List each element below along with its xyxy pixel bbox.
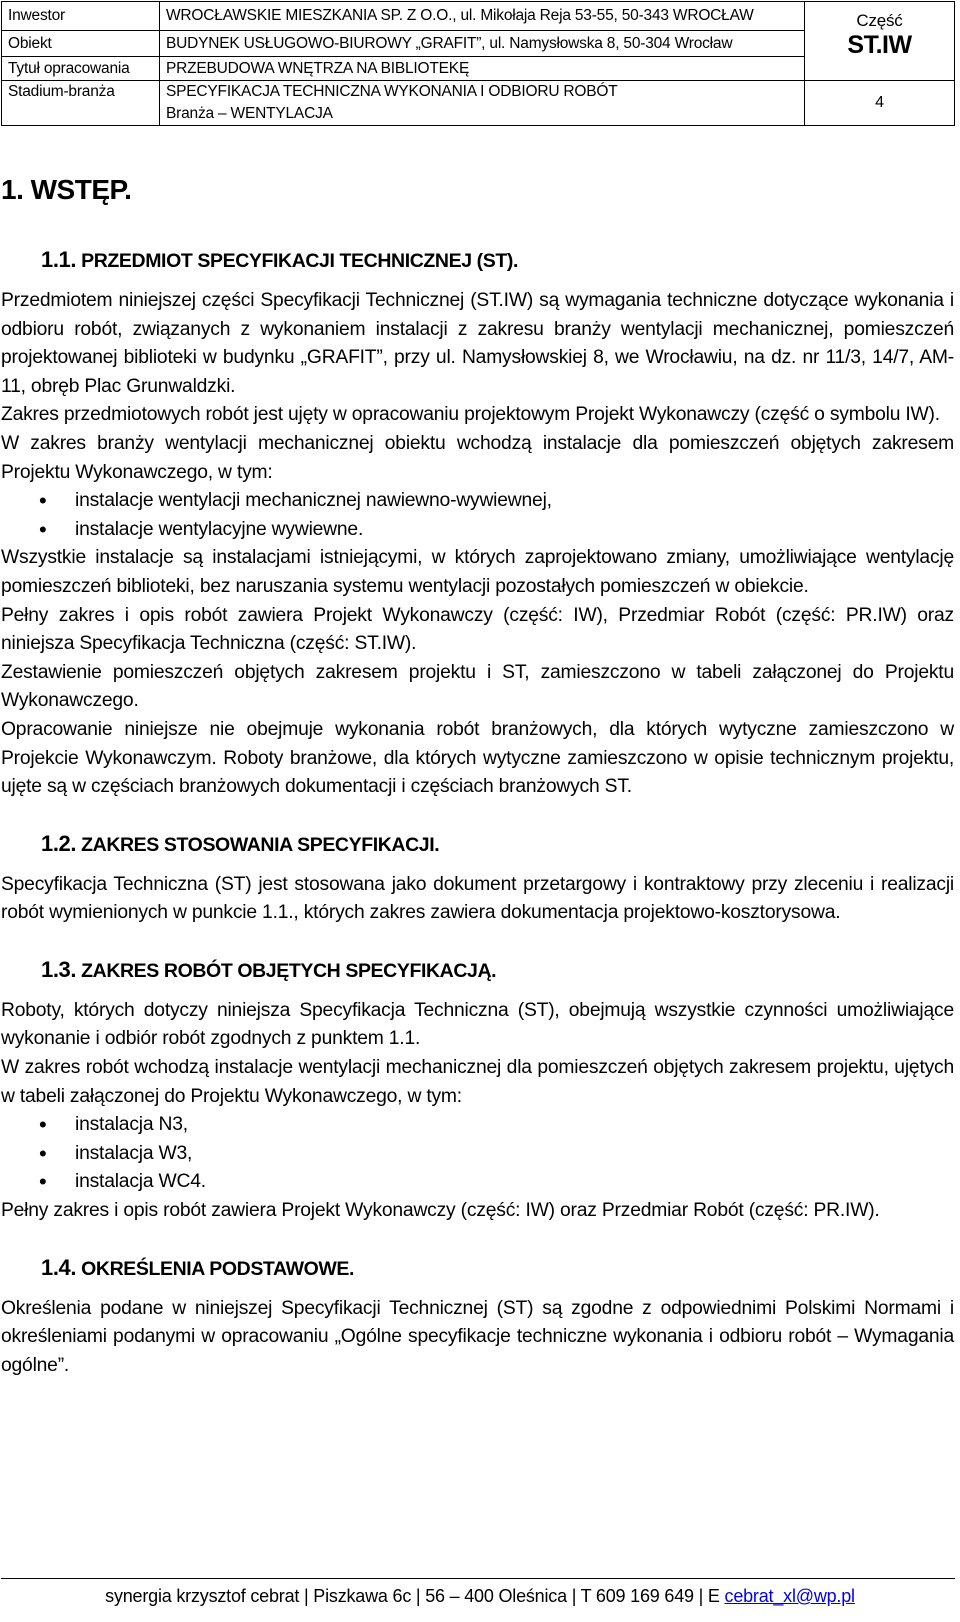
header-label-investor: Inwestor [2,2,160,31]
list-item: • instalacje wentylacyjne wywiewne. [75,516,954,545]
header-label-title: Tytuł opracowania [2,57,160,81]
paragraph: Pełny zakres i opis robót zawiera Projekt Wykonawczy (część: IW) oraz Przedmiar Robót (część: PR.IW). [1,1200,880,1222]
paragraph: Zakres przedmiotowych robót jest ujęty w opracowaniu projektowym Projekt Wykonawczy (część o symbolu IW). [1,404,940,426]
paragraph: Pełny zakres i opis robót zawiera Projekt Wykonawczy (część: IW), Przedmiar Robót (część: PR.IW) oraz niniejsza Specyfikacja Techniczna (część: ST.IW). [1,604,954,655]
header-label-object: Obiekt [2,31,160,57]
section-heading-1-3: 1.3. ZAKRES ROBÓT OBJĘTYCH SPECYFIKACJĄ. [41,956,497,982]
section-heading-1-4: 1.4. OKREŚLENIA PODSTAWOWE. [41,1254,355,1280]
paragraph: Wszystkie instalacje są instalacjami istniejącymi, w których zaprojektowano zmiany, umożliwiające wentylację pomieszczeń biblioteki, bez naruszania systemu wentylacji pozostałych pomieszczeń w obiekcie. [1,547,954,597]
footer-email-link[interactable]: cebrat_xl@wp.pl [724,1586,855,1606]
footer-divider [1,1578,955,1579]
header-value-stage [160,81,805,126]
list-item: • instalacja N3, [75,1111,954,1140]
paragraph: Roboty, których dotyczy niniejsza Specyfikacja Techniczna (ST), obejmują wszystkie czynności umożliwiające wykonanie i odbiór robót zgodnych z punktem 1.1. [1,999,954,1050]
stage-line-1: SPECYFIKACJA TECHNICZNA WYKONANIA I ODBIORU ROBÓT [166,83,618,100]
header-value-investor: WROCŁAWSKIE MIESZKANIA SP. Z O.O., ul. Mikołaja Reja 53-55, 50-343 WROCŁAW [160,2,805,31]
part-code: ST.IW [847,31,912,59]
paragraph: Opracowanie niniejsze nie obejmuje wykonania robót branżowych, dla których wytyczne zamieszczono w Projekcie Wykonawczym. Roboty branżowe, dla których wytyczne zamieszczono w opisie technicznym projektu, ujęte są w częściach branżowych dokumentacji i częściach branżowych ST. [1,718,954,798]
page-number: 4 [805,81,955,126]
paragraph: Określenia podane w niniejszej Specyfikacji Technicznej (ST) są zgodne z odpowiednimi Polskimi Normami i określeniami podanymi w opracowaniu „Ogólne specyfikacje techniczne wykonania i odbioru robót – Wymagania ogólne”. [1,1297,954,1376]
section-heading-1-1: 1.1. PRZEDMIOT SPECYFIKACJI TECHNICZNEJ (ST). [41,247,518,272]
header-value-title: PRZEBUDOWA WNĘTRZA NA BIBLIOTEKĘ [160,57,805,81]
paragraph: W zakres robót wchodzą instalacje wentylacji mechanicznej dla pomieszczeń objętych zakresem projektu, ujętych w tabeli załączonej do Projektu Wykonawczego, w tym: [1,1057,954,1107]
paragraph: Przedmiotem niniejszej części Specyfikacji Technicznej (ST.IW) są wymagania techniczne dotyczące wykonania i odbioru robót, związanych z wykonaniem instalacji z zakresu branży wentylacji mechanicznej, pomieszczeń projektowanej biblioteki w budynku „GRAFIT”, przy ul. Namysłowskiej 8, we Wrocławiu, na dz. nr 11/3, 14/7, AM-11, obręb Plac Grunwaldzki. [1,290,954,397]
bullet-list [1,1111,954,1197]
section-heading-1: 1. WSTĘP. [1,174,132,205]
header-value-object: BUDYNEK USŁUGOWO-BIUROWY „GRAFIT”, ul. Namysłowska 8, 50-304 Wrocław [160,31,805,57]
part-cell [805,2,955,81]
header-table [1,1,955,126]
list-item: • instalacje wentylacji mechanicznej nawiewno-wywiewnej, [75,487,954,516]
paragraph: Zestawienie pomieszczeń objętych zakresem projektu i ST, zamieszczono w tabeli załączonej do Projektu Wykonawczego. [1,661,954,712]
header-label-stage: Stadium-branża [2,81,160,126]
section-heading-1-2: 1.2. ZAKRES STOSOWANIA SPECYFIKACJI. [41,830,440,856]
paragraph: Specyfikacja Techniczna (ST) jest stosowana jako dokument przetargowy i kontraktowy przy zleceniu i realizacji robót wymienionych w punkcie 1.1., których zakres zawiera dokumentacja projektowo-kosztorysowa. [1,873,954,924]
footer-text: synergia krzysztof cebrat | Piszkawa 6c | 56 – 400 Oleśnica | T 609 169 649 | E [105,1586,725,1606]
stage-line-2: Branża – WENTYLACJA [166,105,333,122]
paragraph: W zakres branży wentylacji mechanicznej obiektu wchodzą instalacje dla pomieszczeń objętych zakresem Projektu Wykonawczego, w tym: [1,432,954,483]
footer [0,1586,960,1607]
part-label: Część [856,11,903,30]
list-item: • instalacja WC4. [75,1168,954,1197]
list-item: • instalacja W3, [75,1140,954,1169]
bullet-list [1,487,954,544]
document-body [1,170,954,1380]
